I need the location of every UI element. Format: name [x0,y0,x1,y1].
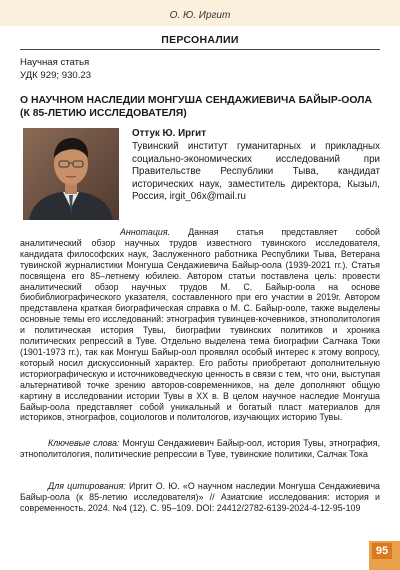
article-type: Научная статья [20,57,90,68]
author-affiliation: Тувинский институт гуманитарных и прикладных социально-экономических исследований при Правительстве Республики Тыва, кандидат исторических наук, заместитель директора, Кызыл, Россия, irgit_06x@mail.ru [132,141,380,203]
section-divider [20,49,380,50]
author-name: Оттук Ю. Иргит [132,128,207,139]
udk-code: УДК 929; 930.23 [20,70,92,81]
citation [20,481,380,514]
abstract-label: Аннотация. [120,227,171,237]
keywords [20,438,380,460]
keywords-label: Ключевые слова: [48,438,120,448]
article-title: О НАУЧНОМ НАСЛЕДИИ МОНГУША СЕНДАЖИЕВИЧА БАЙЫР-ООЛА (К 85-ЛЕТИЮ ИССЛЕДОВАТЕЛЯ) [20,95,372,119]
citation-text: Иргит О. Ю. «О научном наследии Монгуша Сендажиевича Байыр-оола (к 85-летию исследователя)» // Азиатские исследования: история и современность. 2024. №4 (12). С. 95–109. DOI: 24412/2782-6139-2024-4-12-95-109 [20,481,380,513]
page-number: 95 [372,543,392,559]
author-photo [23,128,119,220]
running-header-author: О. Ю. Иргит [169,10,231,21]
abstract [20,227,380,423]
abstract-text: Данная статья представляет собой аналитический обзор научных трудов известного тувинского исследователя, кандидата философских наук, Заслуженного работника Республики Тыва, Ветерана тувинской журналистики Монгуша Сендажиевича Байыр-оола (1939-2021 гг.). Статья посвящена его 85–летнему юбилею. Автором статьи поставлена цель: провести аналитический обзор научных трудов М. С. Байыр-оола на основе биобиблиографического указателя, составленного при его участии в 2019г. Автором представлена краткая биографическая справка о М. С. Байыр-ооле, также выделены основные темы его исследований: этнография тувинцев-кочевников, этнополитология и политическая история Тувы, биографии тувинских политиков и хроника политических репрессий в Туве. Отдельно выделена тема биографии Салчака Токи (1901-1973 гг.), так как Монгуш Байыр-оол проявлял особый интерес к этому вопросу, который носил дискуссионный характер. Его работы приобретают дополнительную историографическую и источниковедческую ценность в связи с тем, что они, выступая альтернативой точке зрению авторов-современников, на деле дополняют общую картину в исследовании истории Тувы в ХХ в. В целом научное наследие Монгуша Байыр-оола представляет собой уникальный и богатый пласт материалов для историков, этнографов, социологов и политологов, изучающих историю Тувы. [20,227,380,423]
keywords-text: Монгуш Сендажиевич Байыр-оол, история Тувы, этнография, этнополитология, политические репрессии в Туве, тувинские политики, Салчак Тока [20,438,380,459]
author-info [132,128,380,203]
section-title: ПЕРСОНАЛИИ [161,34,239,46]
citation-label: Для цитирования: [48,481,126,491]
